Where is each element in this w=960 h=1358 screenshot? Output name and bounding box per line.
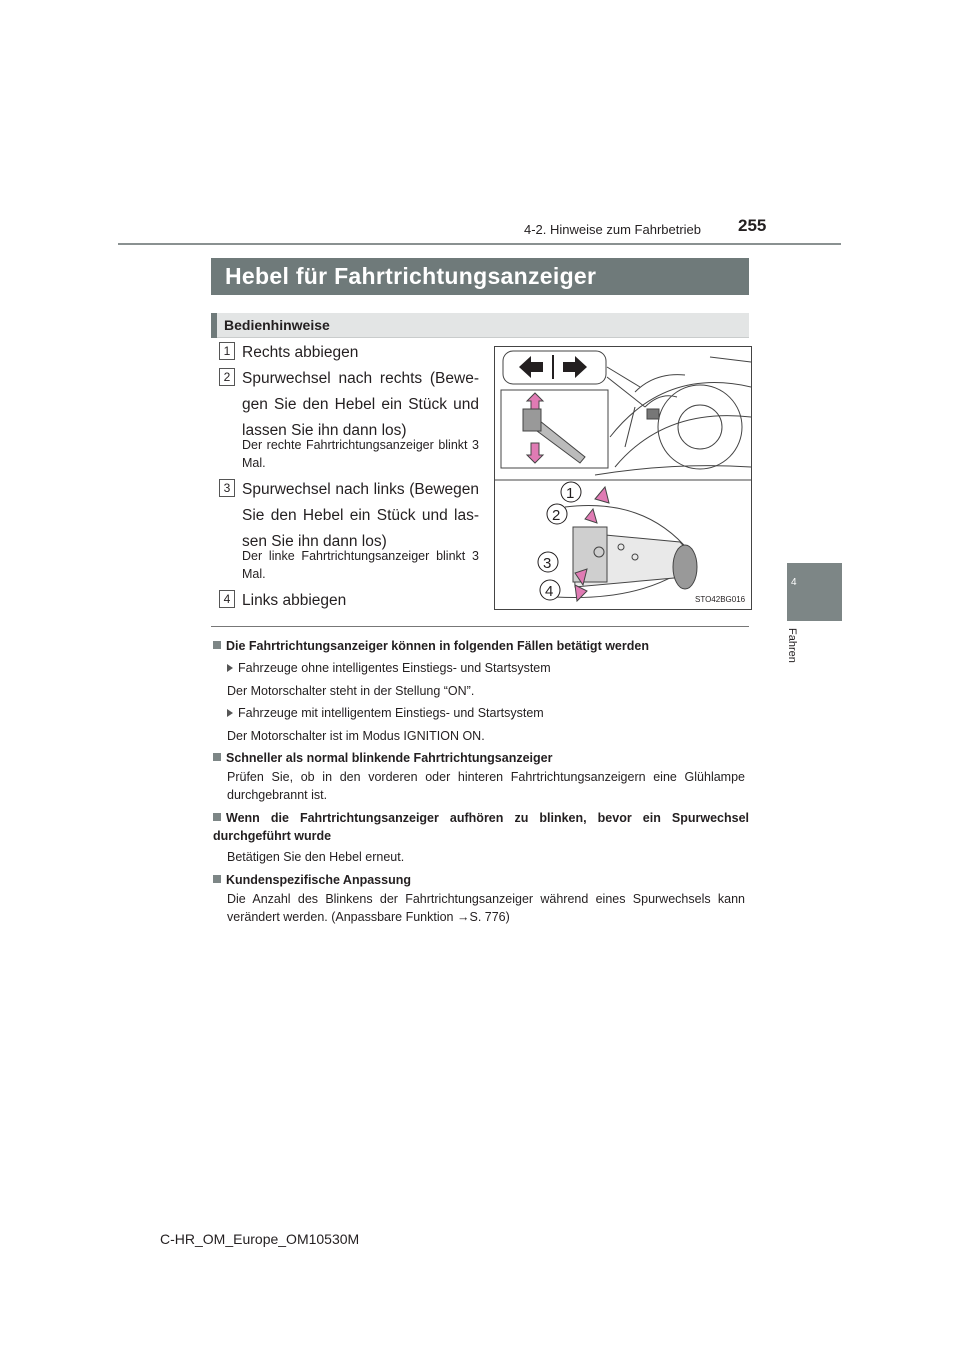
note-heading-2: Schneller als normal blinkende Fahrtrichtungsanzeiger: [213, 749, 749, 767]
note-1-bullet-2: Fahrzeuge mit intelligentem Einstiegs- und Startsystem: [227, 704, 544, 722]
square-bullet-icon: [213, 813, 221, 821]
subheading-accent: [211, 313, 217, 338]
note-4-text: Die Anzahl des Blinkens der Fahrtrichtungsanzeiger während eines Spurwechsels kann verändert werden. (Anpassbare Funktion →S. 776): [227, 892, 745, 924]
triangle-bullet-icon: [227, 709, 233, 717]
callout-3: 3: [543, 555, 552, 572]
callout-2: 2: [552, 507, 561, 524]
note-heading-3: Wenn die Fahrtrichtungsanzeiger aufhören zu blinken, bevor ein Spurwechsel durchgeführt wurde: [213, 811, 749, 843]
item-text-1: Rechts abbiegen: [242, 344, 359, 361]
callout-4: 4: [545, 583, 554, 600]
note-heading-1: Die Fahrtrichtungsanzeiger können in folgenden Fällen betätigt werden: [213, 637, 749, 655]
item-text-3: Spurwechsel nach links (Bewegen Sie den Hebel ein Stück und las-sen Sie ihn dann los): [242, 481, 479, 550]
item-text-4: Links abbiegen: [242, 592, 347, 609]
figure-code: STO42BG016: [695, 595, 746, 604]
full-up-arrow-icon: [595, 487, 609, 503]
chapter-tab-label: Fahren: [786, 628, 798, 663]
chapter-tab: [787, 563, 842, 621]
item-number-4: 4: [219, 590, 235, 608]
subheading: Bedienhinweise: [224, 317, 330, 333]
section-label: 4-2. Hinweise zum Fahrbetrieb: [524, 222, 702, 237]
header-divider: [118, 243, 841, 245]
square-bullet-icon: [213, 753, 221, 761]
lever-inset: [501, 390, 608, 468]
item-number-2: 2: [219, 368, 235, 386]
square-bullet-icon: [213, 641, 221, 649]
note-1-text-2: Der Motorschalter ist im Modus IGNITION ON.: [227, 729, 485, 743]
note-3-text: Betätigen Sie den Hebel erneut.: [227, 850, 405, 864]
note-1-text-1: Der Motorschalter steht in der Stellung “ON”.: [227, 684, 475, 698]
square-bullet-icon: [213, 875, 221, 883]
page-title: Hebel für Fahrtrichtungsanzeiger: [225, 263, 597, 289]
note-2-text: Prüfen Sie, ob in den vorderen oder hinteren Fahrtrichtungsanzeigern eine Glühlampe durchgebrannt ist.: [227, 770, 745, 802]
item-number-3: 3: [219, 479, 235, 497]
triangle-bullet-icon: [227, 664, 233, 672]
item-number-1: 1: [219, 342, 235, 360]
lever-diagram-svg: [495, 347, 751, 609]
turn-signal-lever-illustration: [494, 346, 752, 610]
page-number: 255: [738, 216, 767, 235]
callout-1: 1: [566, 485, 575, 502]
document-code: C-HR_OM_Europe_OM10530M: [160, 1231, 360, 1247]
note-heading-4: Kundenspezifische Anpassung: [213, 871, 749, 889]
item-note-3: Der linke Fahrtrichtungsanzeiger blinkt 3 Mal.: [242, 549, 479, 581]
item-text-2: Spurwechsel nach rechts (Bewe-gen Sie den Hebel ein Stück und lassen Sie ihn dann los): [242, 370, 479, 439]
item-note-2: Der rechte Fahrtrichtungsanzeiger blinkt 3 Mal.: [242, 438, 479, 470]
chapter-tab-number: 4: [791, 577, 797, 588]
lever-detail: [555, 487, 697, 601]
note-1-bullet-1: Fahrzeuge ohne intelligentes Einstiegs- und Startsystem: [227, 659, 551, 677]
section-divider: [211, 626, 749, 627]
full-down-arrow-icon: [575, 585, 587, 601]
half-up-arrow-icon: [585, 509, 597, 523]
steering-wheel-view: [595, 357, 751, 475]
